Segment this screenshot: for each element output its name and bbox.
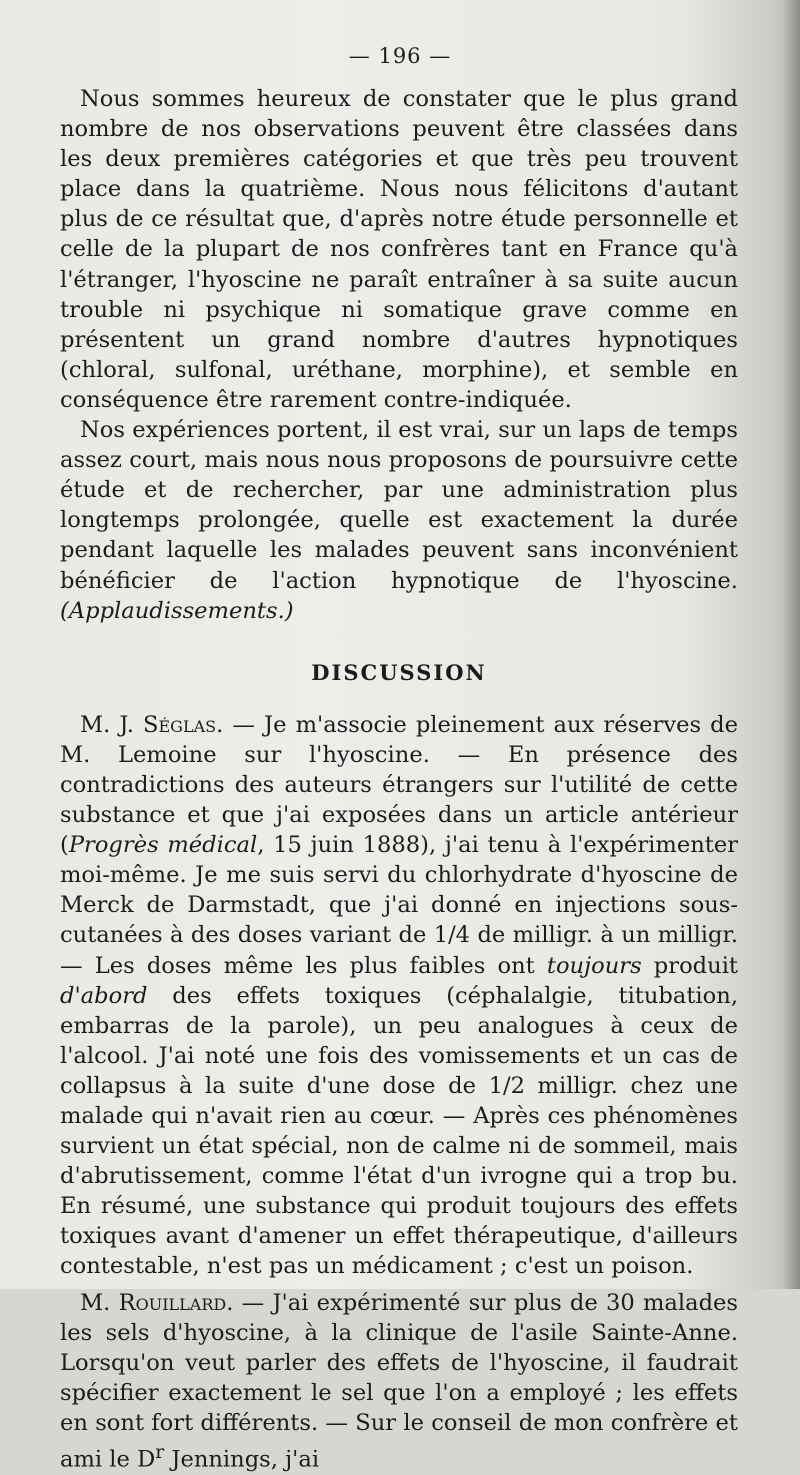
applause-note: (Applaudissements.) <box>60 597 294 624</box>
emphasis-dabord: d'abord <box>60 982 148 1009</box>
emphasis-toujours: toujours <box>546 952 642 979</box>
speaker-rouillard-name: Rouillard <box>118 1289 227 1316</box>
section-heading: DISCUSSION <box>311 659 487 685</box>
speaker-seglas-seg4: des effets toxiques (céphalalgie, titubation, embarras de la parole), un peu analogues à ceux de l'alcool. J'ai noté une fois des vomissements et un cas de collapsus à la suite d'une dose de 1/2 milligr. chez une malade qui n'avait rien au cœur. — Après ces phénomènes survient un état spécial, non de calme ni de sommeil, mais d'abrutissement, comme l'état d'un ivrogne qui a trop bu. En résumé, une substance qui produit toujours des effets toxiques avant d'amener un effet thérapeutique, d'ailleurs contestable, n'est pas un médicament ; c'est un poison. <box>60 982 738 1280</box>
doctor-abbrev-superscript: r <box>155 1442 165 1464</box>
page-number: — 196 — <box>348 44 452 68</box>
paragraph-1: Nous sommes heureux de constater que le plus grand nombre de nos observations peuvent être classées dans les deux premières catégories et que très peu trouvent place dans la quatrième. Nous nous félicitons d'autant plus de ce résultat que, d'après notre étude personnelle et celle de la plupart de nos confrères tant en France qu'à l'étranger, l'hyoscine ne paraît entraîner à sa suite aucun trouble ni psychique ni somatique grave comme en présentent un grand nombre d'autres hypnotiques (chloral, sulfonal, uréthane, morphine), et semble en conséquence être rarement contre-indiquée. <box>60 86 738 413</box>
speaker-seglas-seg3: produit <box>641 952 738 979</box>
speaker-seglas-prefix: M. J. <box>80 711 134 738</box>
paragraph-2 <box>60 415 738 626</box>
speaker-rouillard-seg2: Jennings, j'ai <box>164 1446 320 1473</box>
speaker-seglas-seg1: . — Je m'associe pleinement aux réserves de M. Lemoine sur l'hyoscine. — En présence des contradictions des auteurs étrangers sur l'utilité de cette substance et que j'ai exposées dans un article antérieur ( <box>60 711 738 859</box>
paragraph-2-text: Nos expériences portent, il est vrai, sur un laps de temps assez court, mais nous nous proposons de poursuivre cette étude et de rechercher, par une administration plus longtemps prolongée, quelle est exactement la durée pendant laquelle les malades peuvent sans inconvénient bénéficier de l'action hypnotique de l'hyoscine. <box>60 417 738 594</box>
page-edge-shadow <box>782 0 800 1289</box>
speaker-seglas-paragraph <box>60 710 738 1282</box>
speaker-seglas-name: Séglas <box>143 711 217 738</box>
speaker-seglas-seg2: , 15 juin 1888), j'ai tenu à l'expérimenter moi-même. Je me suis servi du chlorhydrate d'hyoscine de Merck de Darmstadt, que j'ai donné en injections sous-cutanées à des doses variant de 1/4 de milligr. à un milligr. — Les doses même les plus faibles ont <box>60 832 739 979</box>
speaker-rouillard-seg1: . — J'ai expérimenté sur plus de 30 malades les sels d'hyoscine, à la clinique de l'asile Sainte-Anne. Lorsqu'on veut parler des effets de l'hyoscine, il faudrait spécifier exactement le sel que l'on a employé ; les effets en sont fort différents. — Sur le conseil de mon confrère et ami le D <box>60 1289 738 1473</box>
journal-title: Progrès médical <box>68 832 258 859</box>
speaker-rouillard-paragraph <box>60 1288 738 1475</box>
page-body <box>60 84 738 1475</box>
speaker-rouillard-prefix: M. <box>80 1289 111 1316</box>
